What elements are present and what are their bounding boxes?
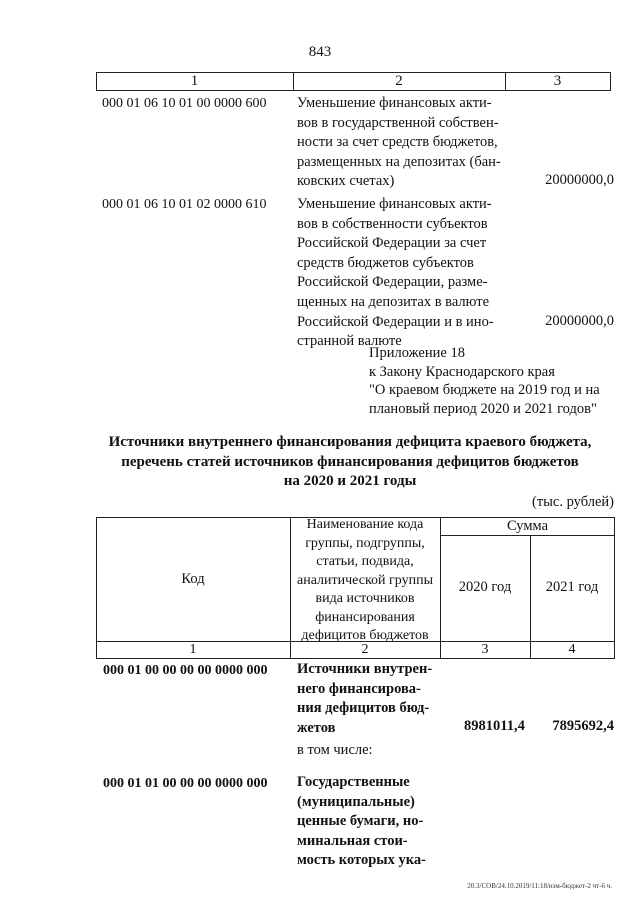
- column-number: 3: [553, 73, 562, 89]
- appendix-note: Приложение 18 к Закону Краснодарского края "О краевом бюджете на 2019 год и на плановый период 2020 и 2021 годов": [369, 345, 600, 417]
- row-code: 000 01 00 00 00 00 0000 000: [103, 663, 268, 678]
- row-value-2020: 8981011,4: [464, 718, 525, 734]
- header-code: Код: [181, 571, 205, 587]
- units-label: (тыс. рублей): [532, 494, 614, 510]
- column-number: 3: [481, 642, 489, 657]
- row-value-2021: 7895692,4: [552, 718, 614, 734]
- row-name: Государственные (муниципальные) ценные бумаги, но- минальная стои- мость которых ука-: [297, 774, 426, 869]
- row-amount: 20000000,0: [545, 313, 614, 329]
- column-number: 1: [190, 73, 199, 89]
- header-2020: 2020 год: [458, 579, 512, 595]
- row-amount: 20000000,0: [545, 172, 614, 188]
- column-number: 4: [568, 642, 576, 657]
- page-number: 843: [308, 44, 332, 60]
- including-label: в том числе:: [297, 742, 373, 758]
- header-2021: 2021 год: [545, 579, 599, 595]
- table-border: [96, 90, 611, 91]
- row-name: Источники внутрен- него финансирова- ния дефицитов бюд- жетов: [297, 661, 433, 736]
- column-number: 1: [189, 642, 197, 657]
- column-number: 2: [361, 642, 369, 657]
- row-name: Уменьшение финансовых акти- вов в государственной собствен- ности за счет средств бюджетов, размещенных на депозитах (бан- ковских счетах): [297, 95, 501, 190]
- row-code: 000 01 06 10 01 00 0000 600: [102, 96, 267, 111]
- row-name: Уменьшение финансовых акти- вов в собственности субъектов Российской Федерации за счет средств бюджетов субъектов Российской Федерации, разме- щенных на депозитах в валюте Российской Федерации и в ино- странной валюте: [297, 196, 494, 350]
- table-border: [614, 517, 615, 659]
- header-sum: Сумма: [506, 518, 549, 534]
- document-title: Источники внутреннего финансирования дефицита краевого бюджета, перечень статей источников финансирования дефицитов бюджетов на 2020 и 2021 годы: [108, 434, 592, 489]
- header-name: Наименование кода группы, подгруппы, статьи, подвида, аналитической группы вида источников финансирования дефицитов бюджетов: [297, 517, 433, 643]
- column-number: 2: [395, 73, 403, 89]
- row-code: 000 01 01 00 00 00 0000 000: [103, 776, 268, 791]
- row-code: 000 01 06 10 01 02 0000 610: [102, 197, 267, 212]
- footer-note: 20.3/СОВ/24.10.2019/11:18/изм-бюджет-2 чт-6 ч.: [467, 882, 612, 890]
- table-border: [610, 72, 611, 91]
